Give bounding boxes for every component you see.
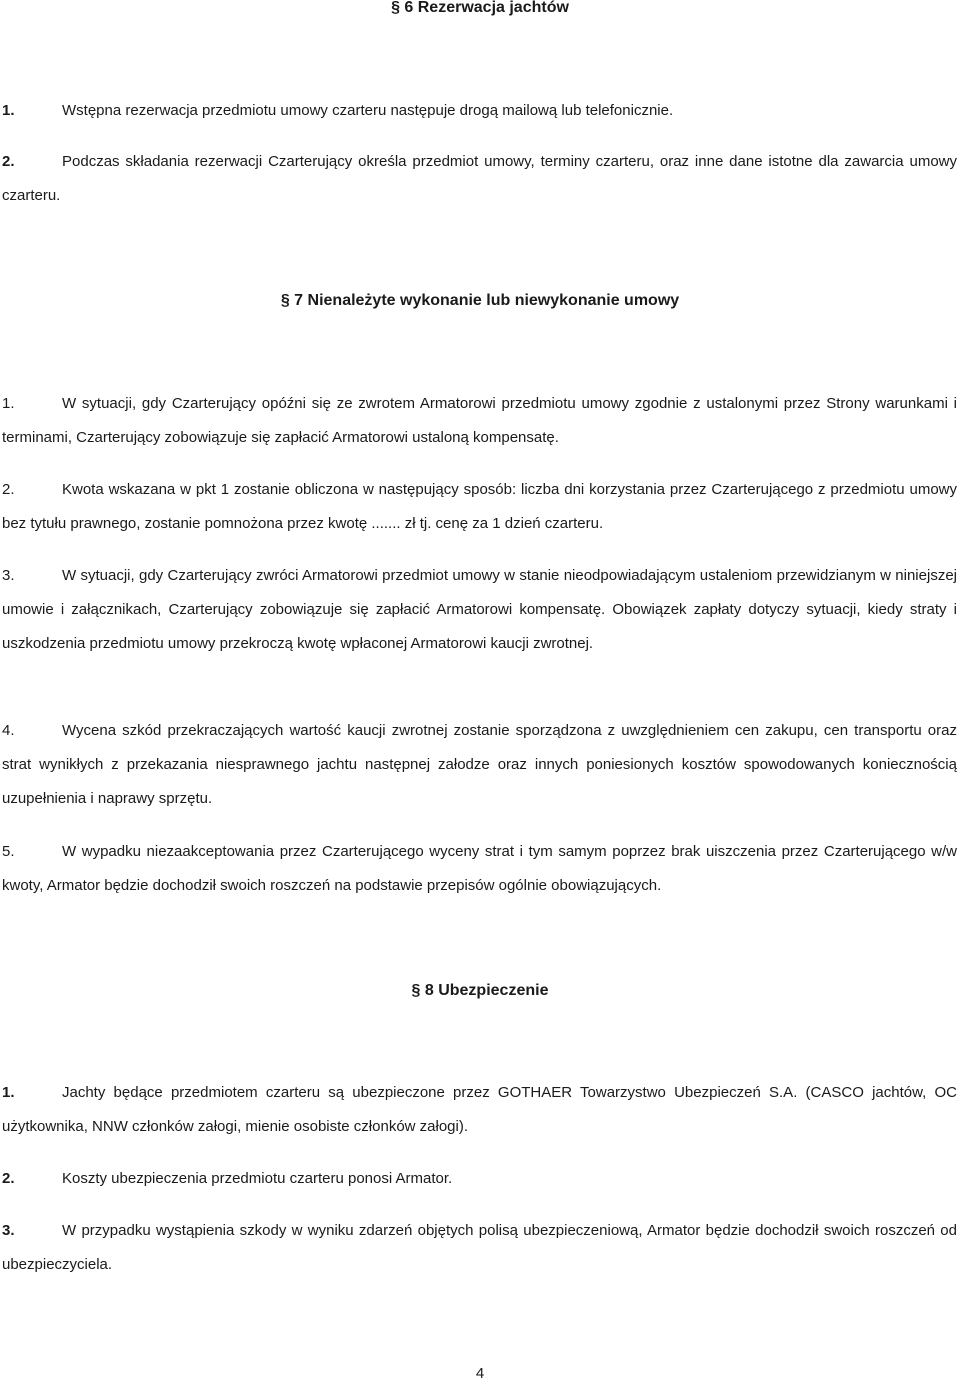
paragraph-text: Jachty będące przedmiotem czarteru są ubezpieczone przez GOTHAER Towarzystwo Ubezpieczeń S.A. (CASCO jachtów, OC użytkownika, NNW członków załogi, mienie osobiste członków załogi).: [2, 1084, 957, 1135]
section-7-paragraph-1: [2, 387, 957, 455]
paragraph-number: 4.: [2, 722, 15, 739]
paragraph-text: Koszty ubezpieczenia przedmiotu czarteru ponosi Armator.: [62, 1170, 453, 1187]
section-6-heading: § 6 Rezerwacja jachtów: [391, 0, 569, 16]
paragraph-number: 3.: [2, 1222, 15, 1239]
section-8-paragraph-3: [2, 1214, 957, 1282]
paragraph-number: 2.: [2, 153, 15, 170]
section-7-paragraph-4: [2, 714, 957, 816]
paragraph-text: Wycena szkód przekraczających wartość kaucji zwrotnej zostanie sporządzona z uwzględnieniem cen zakupu, cen transportu oraz strat wynikłych z przekazania niesprawnego jachtu następnej załodze oraz innych poniesionych kosztów spowodowanych koniecznością uzupełnienia i naprawy sprzętu.: [2, 722, 957, 807]
section-6-paragraph-1: [2, 94, 957, 128]
paragraph-number: 1.: [2, 395, 15, 412]
paragraph-text: Podczas składania rezerwacji Czarterujący określa przedmiot umowy, terminy czarteru, oraz inne dane istotne dla zawarcia umowy czarteru.: [2, 153, 957, 204]
section-8-paragraph-1: [2, 1076, 957, 1144]
page-number: 4: [475, 1365, 485, 1382]
paragraph-number: 1.: [2, 102, 15, 119]
section-8-heading: § 8 Ubezpieczenie: [411, 982, 549, 999]
paragraph-number: 2.: [2, 1170, 15, 1187]
section-7-heading: § 7 Nienależyte wykonanie lub niewykonanie umowy: [280, 292, 680, 309]
section-7-paragraph-3: [2, 559, 957, 661]
paragraph-text: W sytuacji, gdy Czarterujący opóźni się ze zwrotem Armatorowi przedmiotu umowy zgodnie z ustalonymi przez Strony warunkami i terminami, Czarterujący zobowiązuje się zapłacić Armatorowi ustaloną kompensatę.: [2, 395, 957, 446]
paragraph-number: 2.: [2, 481, 15, 498]
section-8-paragraph-2: [2, 1162, 957, 1196]
paragraph-text: W wypadku niezaakceptowania przez Czarterującego wyceny strat i tym samym poprzez brak uiszczenia przez Czarterującego w/w kwoty, Armator będzie dochodził swoich roszczeń na podstawie przepisów ogólnie obowiązujących.: [2, 843, 957, 894]
section-6-paragraph-2: [2, 145, 957, 213]
section-7-paragraph-5: [2, 835, 957, 903]
paragraph-number: 3.: [2, 567, 15, 584]
paragraph-number: 5.: [2, 843, 15, 860]
paragraph-text: W przypadku wystąpienia szkody w wyniku zdarzeń objętych polisą ubezpieczeniową, Armator będzie dochodził swoich roszczeń od ubezpieczyciela.: [2, 1222, 957, 1273]
paragraph-text: Kwota wskazana w pkt 1 zostanie obliczona w następujący sposób: liczba dni korzystania przez Czarterującego z przedmiotu umowy bez tytułu prawnego, zostanie pomnożona przez kwotę ....... zł tj. cenę za 1 dzień czarteru.: [2, 481, 957, 532]
paragraph-number: 1.: [2, 1084, 15, 1101]
paragraph-text: Wstępna rezerwacja przedmiotu umowy czarteru następuje drogą mailową lub telefonicznie.: [62, 102, 674, 119]
paragraph-text: W sytuacji, gdy Czarterujący zwróci Armatorowi przedmiot umowy w stanie nieodpowiadającym ustaleniom przewidzianym w niniejszej umowie i załącznikach, Czarterujący zobowiązuje się zapłacić Armatorowi kompensatę. Obowiązek zapłaty dotyczy sytuacji, kiedy straty i uszkodzenia przedmiotu umowy przekroczą kwotę wpłaconej Armatorowi kaucji zwrotnej.: [2, 567, 957, 652]
section-7-paragraph-2: [2, 473, 957, 541]
